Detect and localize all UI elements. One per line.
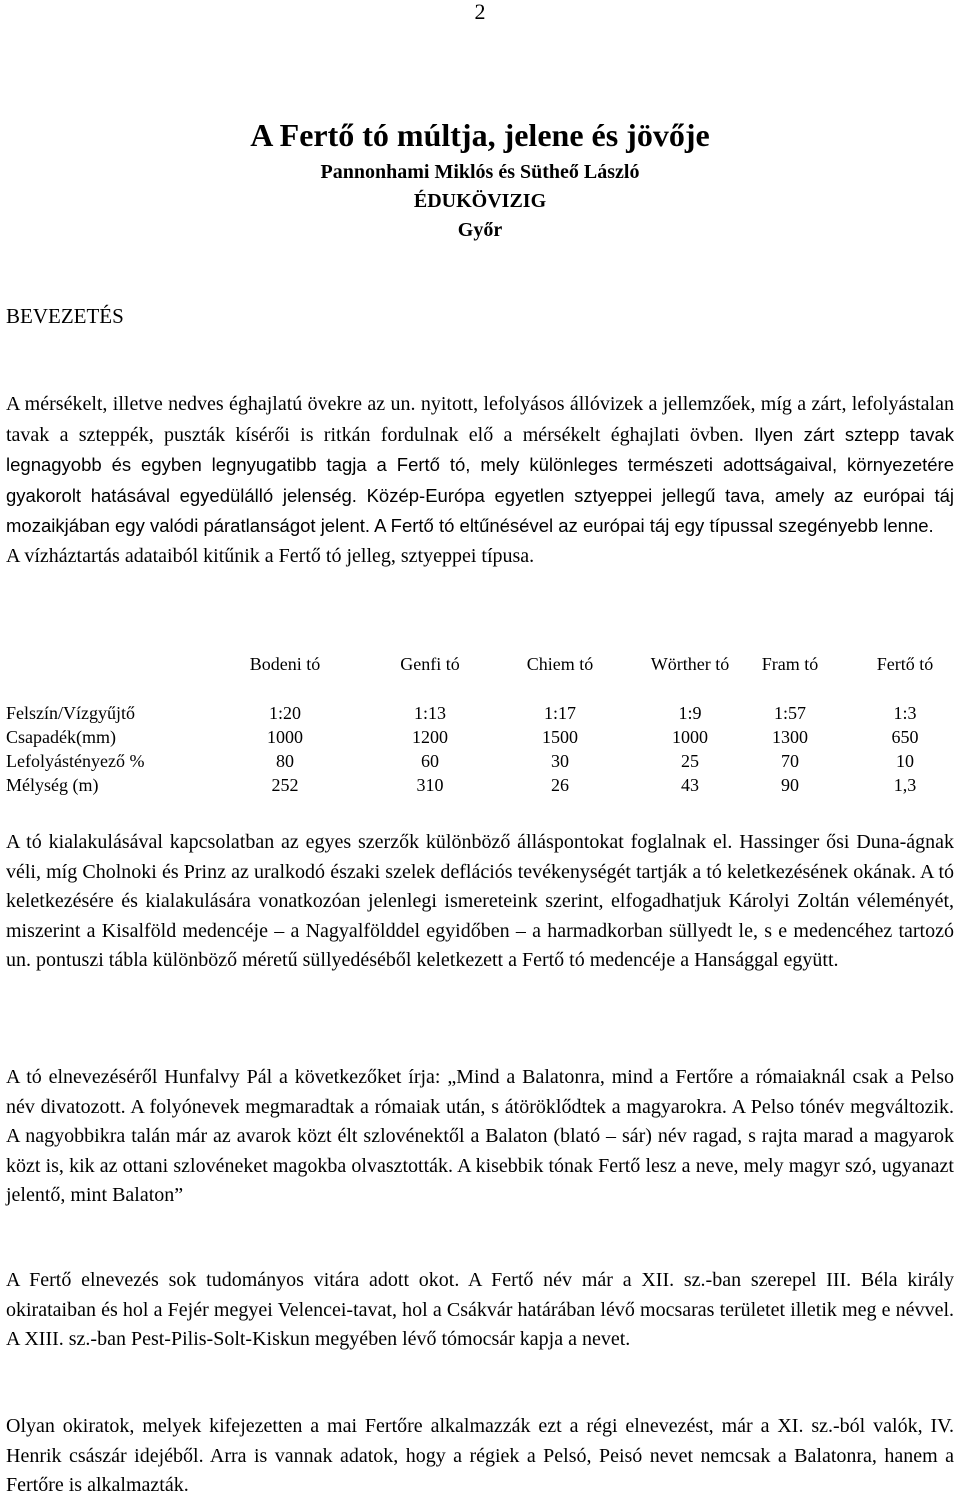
page-number: 2	[474, 0, 486, 24]
table-row-label: Lefolyástényező %	[6, 751, 145, 771]
table-cell: 10	[896, 751, 914, 771]
table-cell: 1200	[412, 727, 448, 747]
body-paragraph: A Fertő elnevezés sok tudományos vitára adott okot. A Fertő név már a XII. sz.-ban szerepel III. Béla király okirataiban és hol a Fejér megyei Velencei-tavat, hol a Csákvár határában lévő mocsaras területet illetik meg e névvel. A XIII. sz.-ban Pest-Pilis-Solt-Kiskun megyében lévő tómocsár kapja a nevet.	[6, 1269, 954, 1350]
intro-serif-text: A mérsékelt, illetve nedves éghajlatú övekre az un. nyitott, lefolyásos állóvizek a jellemzőek, míg a zárt, lefolyástalan tavak a szteppék, puszták kísérői is ritkán fordulnak elő a mérsékelt éghajlati övben.	[6, 393, 954, 446]
table-header-cell: Fertő tó	[876, 654, 934, 674]
intro-paragraph	[6, 390, 954, 571]
table-cell: 43	[681, 775, 699, 795]
table-row-label: Mélység (m)	[6, 775, 99, 795]
table-header-cell: Bodeni tó	[249, 654, 321, 674]
institution: ÉDUKÖVIZIG	[413, 190, 547, 212]
table-cell: 1:9	[678, 703, 702, 723]
table-cell: 1000	[672, 727, 708, 747]
table-cell: 80	[276, 751, 294, 771]
table-cell: 1:3	[893, 703, 917, 723]
document-title: A Fertő tó múltja, jelene és jövője	[250, 117, 710, 153]
body-paragraph: A tó kialakulásával kapcsolatban az egyes szerzők különböző álláspontokat foglalnak el. Hassinger ősi Duna-ágnak véli, míg Cholnoki és Prinz az uralkodó északi szelek deflációs tevékenységét tartják a tó keletkezésének okának. A tó keletkezésére és kialakulására vonatkozóan jelenlegi ismereteink szerint, elfogadhatjuk Károlyi Zoltán véleményét, miszerint a Kisalföld medencéje – a Nagyalfölddel egyidőben – a harmadkorban süllyedt le, s e medencéhez tartozó un. pontuszi tábla különböző méretű süllyedéséből keletkezett a Fertő tó medencéje a Hansággal együtt.	[6, 831, 954, 971]
table-header-cell: Wörther tó	[650, 654, 730, 674]
table-cell: 1:20	[268, 703, 301, 723]
table-row	[0, 725, 960, 749]
table-header-cell: Fram tó	[761, 654, 819, 674]
table-cell: 90	[781, 775, 799, 795]
intro-sans-text: Ilyen zárt sztepp tavak legnagyobb és egyben legnyugatibb tagja a Fertő tó, mely különleges természeti adottságaival, környezetére gyakorolt hatásával egyedülálló jelenség. Közép-Európa egyetlen sztyeppei jellegű tava, amely az európai táj mozaikjában egy valódi páratlanságot jelent. A Fertő tó eltűnésével az európai táj egy típussal szegényebb lenne.	[6, 423, 955, 536]
body-paragraph: A tó elnevezéséről Hunfalvy Pál a következőket írja: „Mind a Balatonra, mind a Fertőre a rómaiaknál csak a Pelso név divatozott. A folyónevek megmaradtak a rómaiak után, s átöröklődtek a magyarokra. A Pelso tónév megváltozik. A nagyobbikra talán már az avarok közt élt szlovénektől a Balaton (blató – sár) név ragad, s rajta marad a magyarok közt is, kik az ottani szlovéneket magokba olvasztották. A kisebbik tónak Fertő lesz a neve, mely magyr szó, ugyanazt jelentő, mint Balaton”	[6, 1066, 954, 1206]
table-row-label: Csapadék(mm)	[6, 727, 116, 747]
table-row-label: Felszín/Vízgyűjtő	[6, 703, 135, 723]
table-cell: 1:13	[413, 703, 446, 723]
table-row	[0, 701, 960, 725]
table-cell: 1,3	[893, 775, 917, 795]
table-cell: 252	[271, 775, 299, 795]
table-cell: 30	[551, 751, 569, 771]
table-header-cell: Chiem tó	[526, 654, 594, 674]
table-cell: 1:57	[773, 703, 806, 723]
table-cell: 1:17	[543, 703, 576, 723]
table-cell: 650	[891, 727, 919, 747]
table-cell: 310	[416, 775, 444, 795]
body-paragraph: Olyan okiratok, melyek kifejezetten a mai Fertőre alkalmazzák ezt a régi elnevezést, már a XI. sz.-ból valók, IV. Henrik császár idejéből. Arra is vannak adatok, hogy a régiek a Pelsó, Peisó nevet nemcsak a Balatonra, hanem a Fertőre is alkalmazták.	[6, 1415, 954, 1496]
city: Győr	[457, 219, 503, 241]
table-row	[0, 773, 960, 797]
authors: Pannonhami Miklós és Sütheő László	[320, 161, 640, 183]
table-cell: 1300	[772, 727, 808, 747]
table-row	[0, 749, 960, 773]
table-header-cell: Genfi tó	[400, 654, 460, 674]
section-heading: BEVEZETÉS	[6, 304, 124, 328]
table-cell: 25	[681, 751, 699, 771]
intro-last-line: A vízháztartás adataiból kitűnik a Fertő tó jelleg, sztyeppei típusa.	[6, 544, 535, 567]
table-header-row	[0, 652, 960, 678]
table-cell: 1000	[267, 727, 303, 747]
table-cell: 60	[421, 751, 439, 771]
table-cell: 26	[551, 775, 569, 795]
table-cell: 1500	[542, 727, 578, 747]
table-cell: 70	[781, 751, 799, 771]
